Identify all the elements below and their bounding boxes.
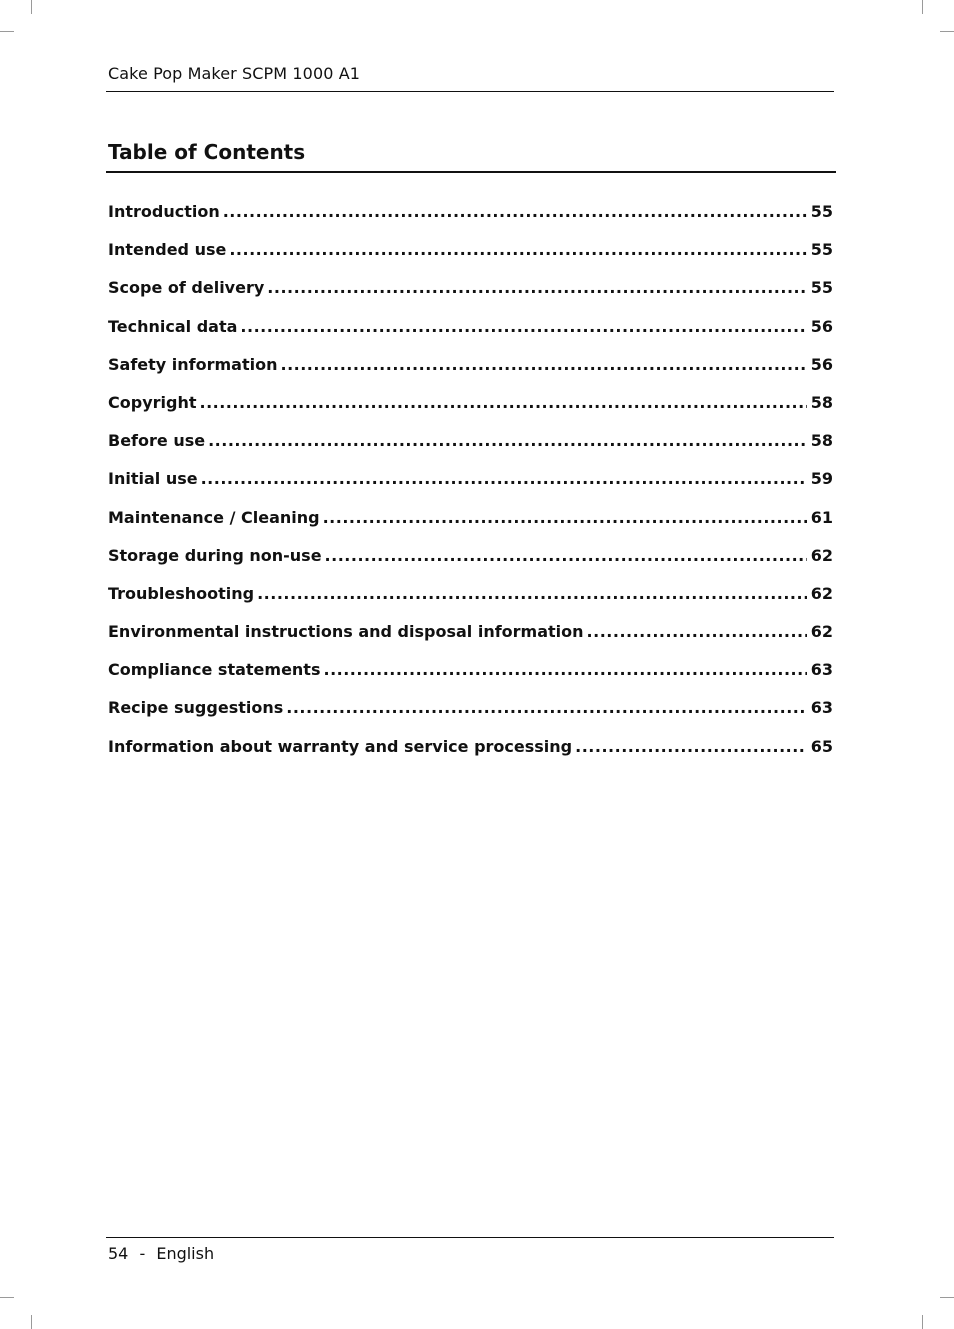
toc-entry-label: Scope of delivery bbox=[108, 278, 265, 298]
toc-entry-page: 59 bbox=[810, 469, 833, 489]
toc-entry-troubleshooting[interactable] bbox=[108, 581, 833, 619]
toc-dot-leader bbox=[575, 734, 807, 760]
toc-entry-page: 56 bbox=[810, 354, 833, 374]
toc-entry-page: 56 bbox=[810, 316, 833, 336]
toc-dot-leader bbox=[223, 199, 807, 225]
crop-mark-bottom-left bbox=[31, 1315, 32, 1329]
page-number: 54 bbox=[108, 1244, 129, 1263]
toc-entry-label: Information about warranty and service processing bbox=[108, 736, 573, 756]
toc-dot-leader bbox=[286, 695, 806, 721]
toc-entry-label: Copyright bbox=[108, 392, 197, 412]
toc-entry-initial-use[interactable] bbox=[108, 466, 833, 504]
toc-entry-page: 55 bbox=[810, 202, 833, 221]
toc-entry-compliance-statements[interactable] bbox=[108, 657, 833, 695]
toc-entry-label: Environmental instructions and disposal information bbox=[108, 622, 584, 642]
toc-dot-leader bbox=[323, 505, 807, 531]
toc-dot-leader bbox=[323, 657, 806, 683]
toc-dot-leader bbox=[587, 619, 807, 645]
toc-entry-maintenance-cleaning[interactable] bbox=[108, 505, 833, 543]
crop-mark-bottom-left-h bbox=[0, 1297, 14, 1298]
toc-list bbox=[108, 199, 833, 772]
toc-entry-label: Introduction bbox=[108, 202, 220, 221]
toc-entry-warranty-service[interactable] bbox=[108, 734, 833, 772]
toc-dot-leader bbox=[240, 314, 806, 340]
footer-language: English bbox=[156, 1244, 215, 1263]
toc-entry-technical-data[interactable] bbox=[108, 314, 833, 352]
toc-dot-leader bbox=[201, 466, 807, 492]
toc-entry-label: Technical data bbox=[108, 316, 238, 336]
crop-mark-top-left bbox=[31, 0, 32, 14]
toc-dot-leader bbox=[267, 275, 806, 301]
toc-entry-scope-of-delivery[interactable] bbox=[108, 275, 833, 313]
toc-entry-page: 63 bbox=[810, 698, 833, 718]
toc-entry-storage-during-non-use[interactable] bbox=[108, 543, 833, 581]
toc-entry-page: 62 bbox=[810, 622, 833, 642]
toc-dot-leader bbox=[208, 428, 807, 454]
toc-entry-page: 62 bbox=[810, 545, 833, 565]
toc-entry-page: 65 bbox=[810, 736, 833, 756]
toc-entry-label: Maintenance / Cleaning bbox=[108, 507, 320, 527]
crop-mark-bottom-right-h bbox=[940, 1297, 954, 1298]
toc-dot-leader bbox=[325, 543, 807, 569]
page-footer bbox=[108, 1244, 214, 1264]
toc-dot-leader bbox=[280, 352, 806, 378]
toc-entry-recipe-suggestions[interactable] bbox=[108, 695, 833, 733]
toc-entry-label: Recipe suggestions bbox=[108, 698, 284, 718]
toc-entry-environmental-instructions[interactable] bbox=[108, 619, 833, 657]
title-divider bbox=[106, 171, 836, 173]
toc-entry-page: 61 bbox=[810, 507, 833, 527]
toc-entry-page: 62 bbox=[810, 583, 833, 603]
toc-entry-page: 63 bbox=[810, 660, 833, 680]
running-header: Cake Pop Maker SCPM 1000 A1 bbox=[108, 64, 361, 83]
toc-entry-safety-information[interactable] bbox=[108, 352, 833, 390]
toc-entry-label: Initial use bbox=[108, 469, 198, 489]
toc-entry-copyright[interactable] bbox=[108, 390, 833, 428]
toc-entry-introduction[interactable] bbox=[108, 199, 833, 237]
toc-entry-page: 55 bbox=[810, 278, 833, 298]
toc-entry-label: Before use bbox=[108, 431, 206, 451]
toc-entry-label: Compliance statements bbox=[108, 660, 321, 680]
footer-separator: - bbox=[139, 1244, 146, 1263]
crop-mark-bottom-right bbox=[922, 1315, 923, 1329]
crop-mark-top-right-h bbox=[940, 31, 954, 32]
header-divider bbox=[106, 91, 834, 92]
toc-entry-before-use[interactable] bbox=[108, 428, 833, 466]
toc-entry-label: Safety information bbox=[108, 354, 278, 374]
toc-dot-leader bbox=[199, 390, 806, 416]
toc-entry-page: 58 bbox=[810, 431, 833, 451]
toc-entry-label: Intended use bbox=[108, 240, 227, 260]
crop-mark-top-left-h bbox=[0, 31, 14, 32]
footer-divider bbox=[106, 1237, 834, 1238]
toc-entry-page: 55 bbox=[810, 240, 833, 260]
toc-entry-page: 58 bbox=[810, 392, 833, 412]
toc-entry-intended-use[interactable] bbox=[108, 237, 833, 275]
toc-dot-leader bbox=[257, 581, 807, 607]
toc-entry-label: Storage during non-use bbox=[108, 545, 322, 565]
page-title: Table of Contents bbox=[108, 140, 306, 164]
crop-mark-top-right bbox=[922, 0, 923, 14]
toc-dot-leader bbox=[229, 237, 806, 263]
toc-entry-label: Troubleshooting bbox=[108, 583, 255, 603]
